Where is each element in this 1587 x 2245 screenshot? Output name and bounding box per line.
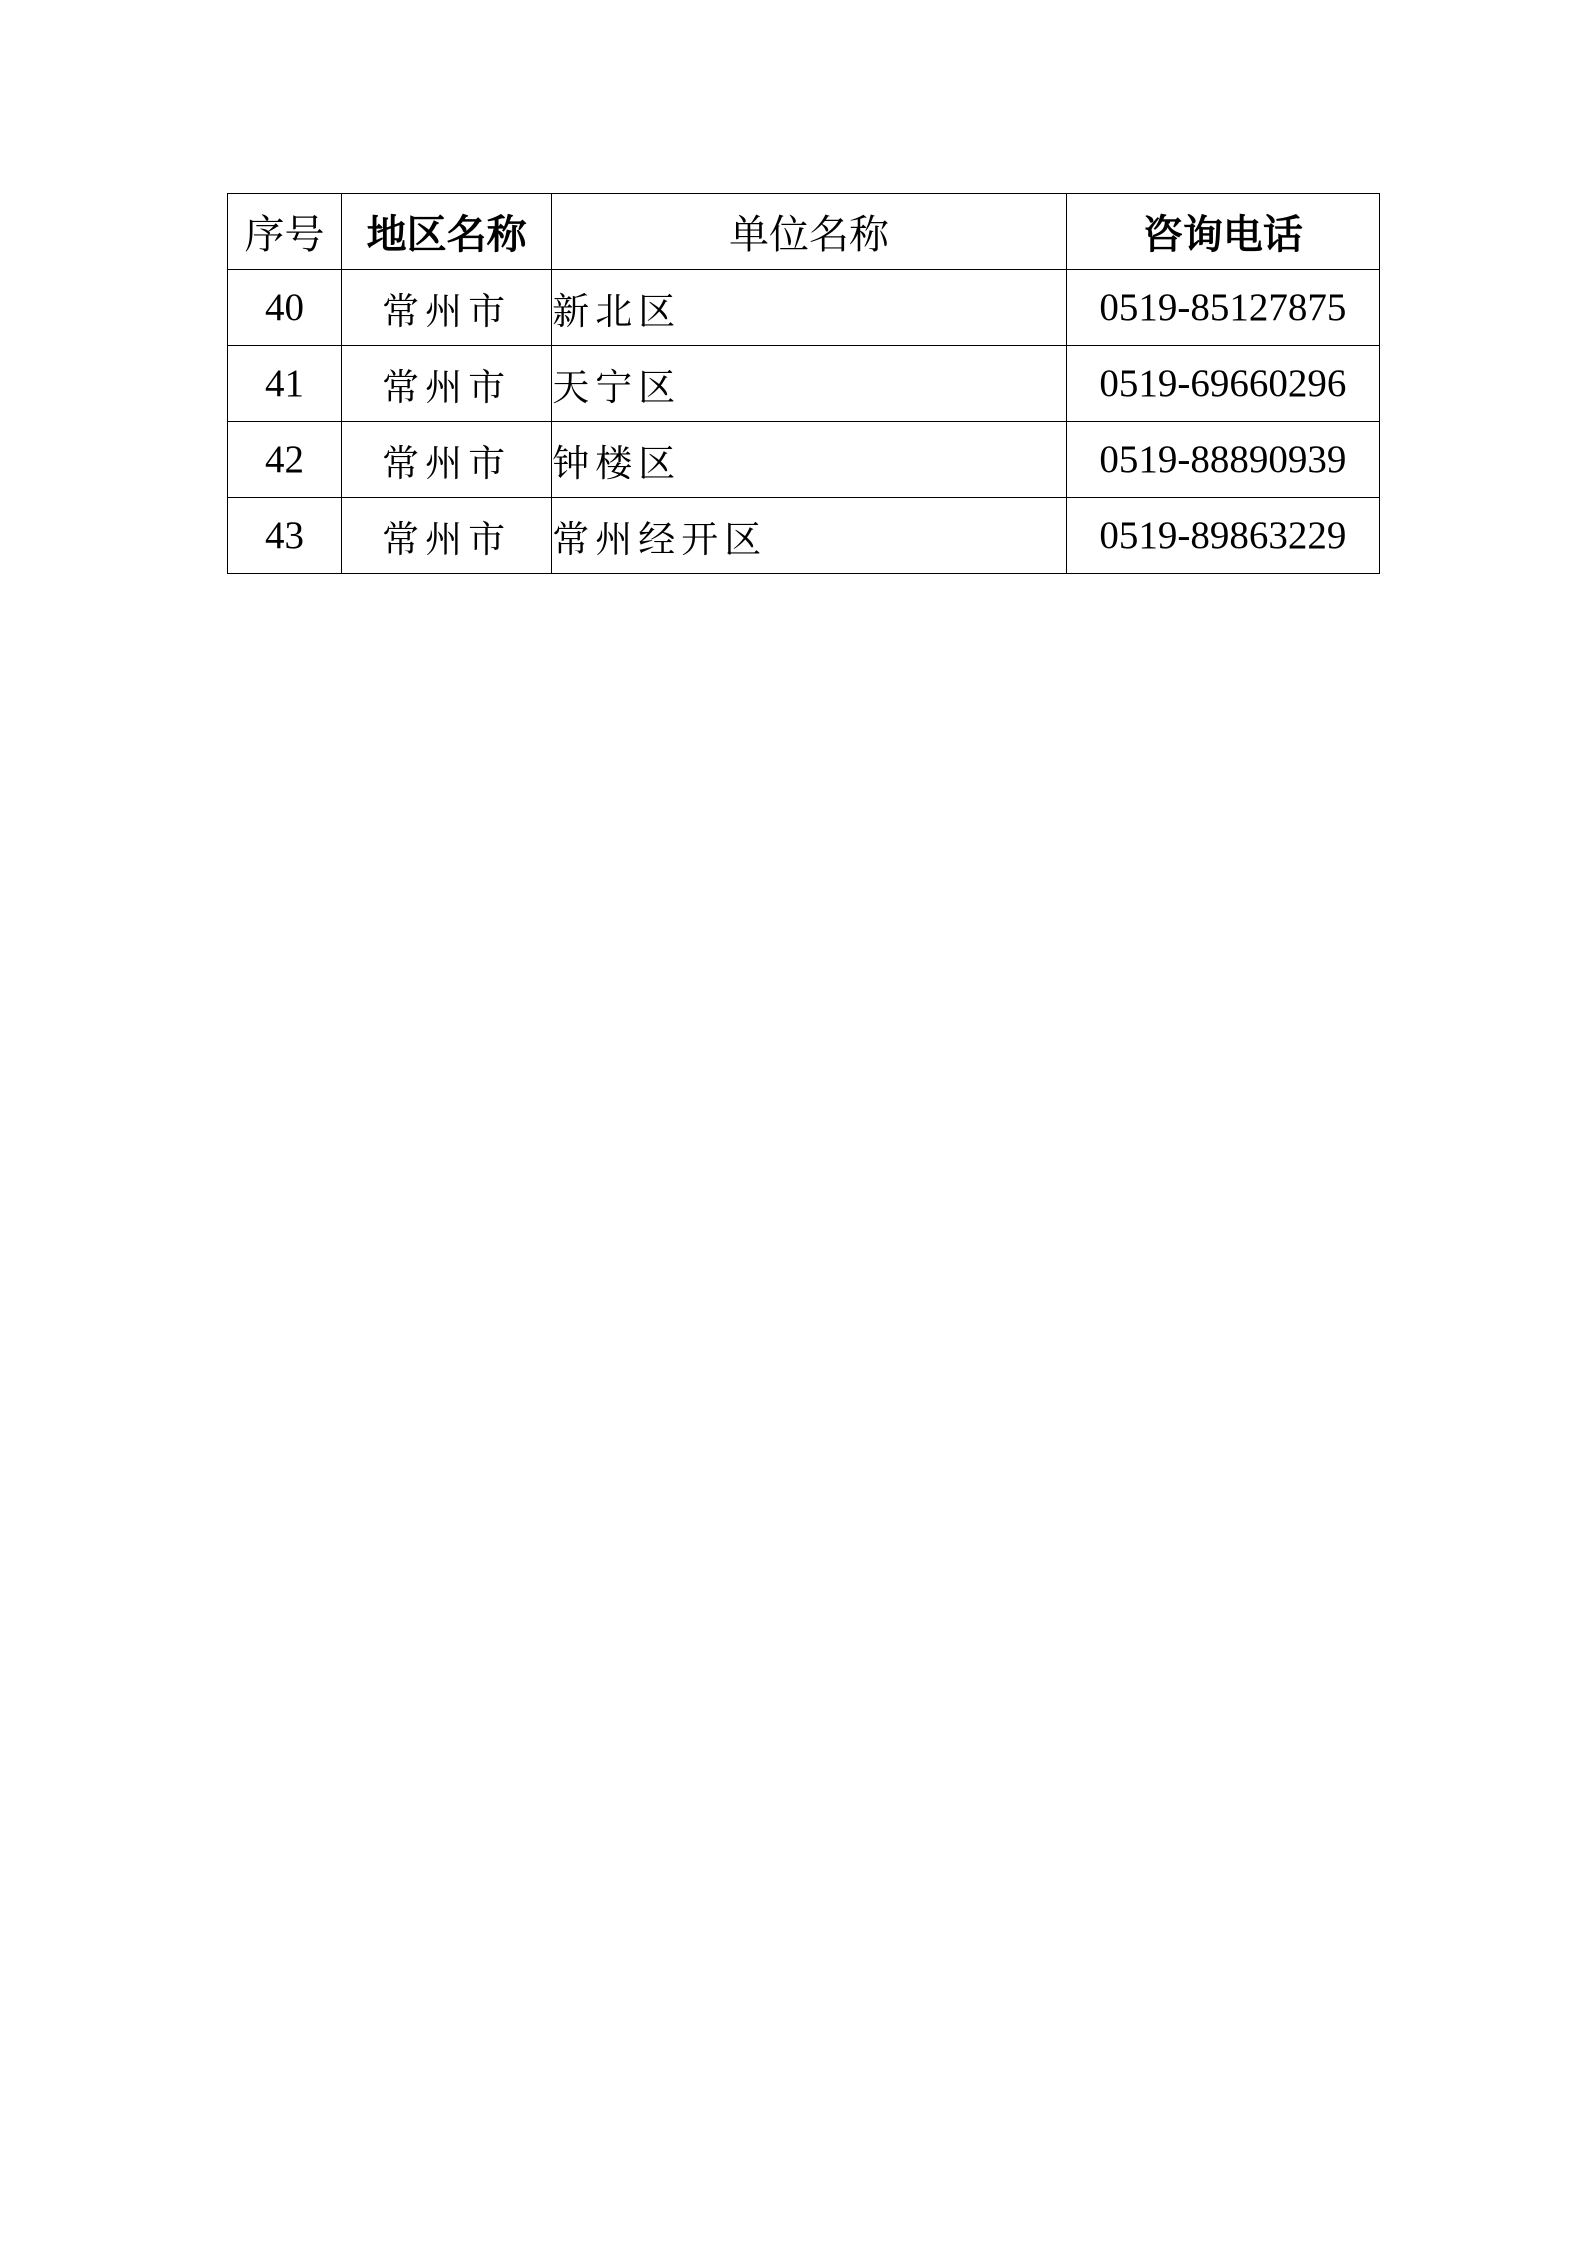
header-unit-name: 单位名称 [552,194,1066,270]
row-region: 常州市 [342,346,552,422]
row-phone: 0519-69660296 [1066,346,1379,422]
row-region: 常州市 [342,270,552,346]
table-row [228,270,1380,346]
table-row [228,498,1380,574]
row-index: 41 [228,346,342,422]
row-unit: 常州经开区 [552,498,1066,574]
header-consult-phone: 咨询电话 [1066,194,1379,270]
table-row [228,422,1380,498]
row-region: 常州市 [342,498,552,574]
row-region: 常州市 [342,422,552,498]
row-index: 43 [228,498,342,574]
consultation-contact-table [227,193,1380,574]
row-unit: 新北区 [552,270,1066,346]
row-phone: 0519-85127875 [1066,270,1379,346]
row-unit: 天宁区 [552,346,1066,422]
table-header-row [228,194,1380,270]
table-row [228,346,1380,422]
row-phone: 0519-89863229 [1066,498,1379,574]
header-index: 序号 [228,194,342,270]
row-index: 40 [228,270,342,346]
row-phone: 0519-88890939 [1066,422,1379,498]
row-unit: 钟楼区 [552,422,1066,498]
row-index: 42 [228,422,342,498]
header-region-name: 地区名称 [342,194,552,270]
